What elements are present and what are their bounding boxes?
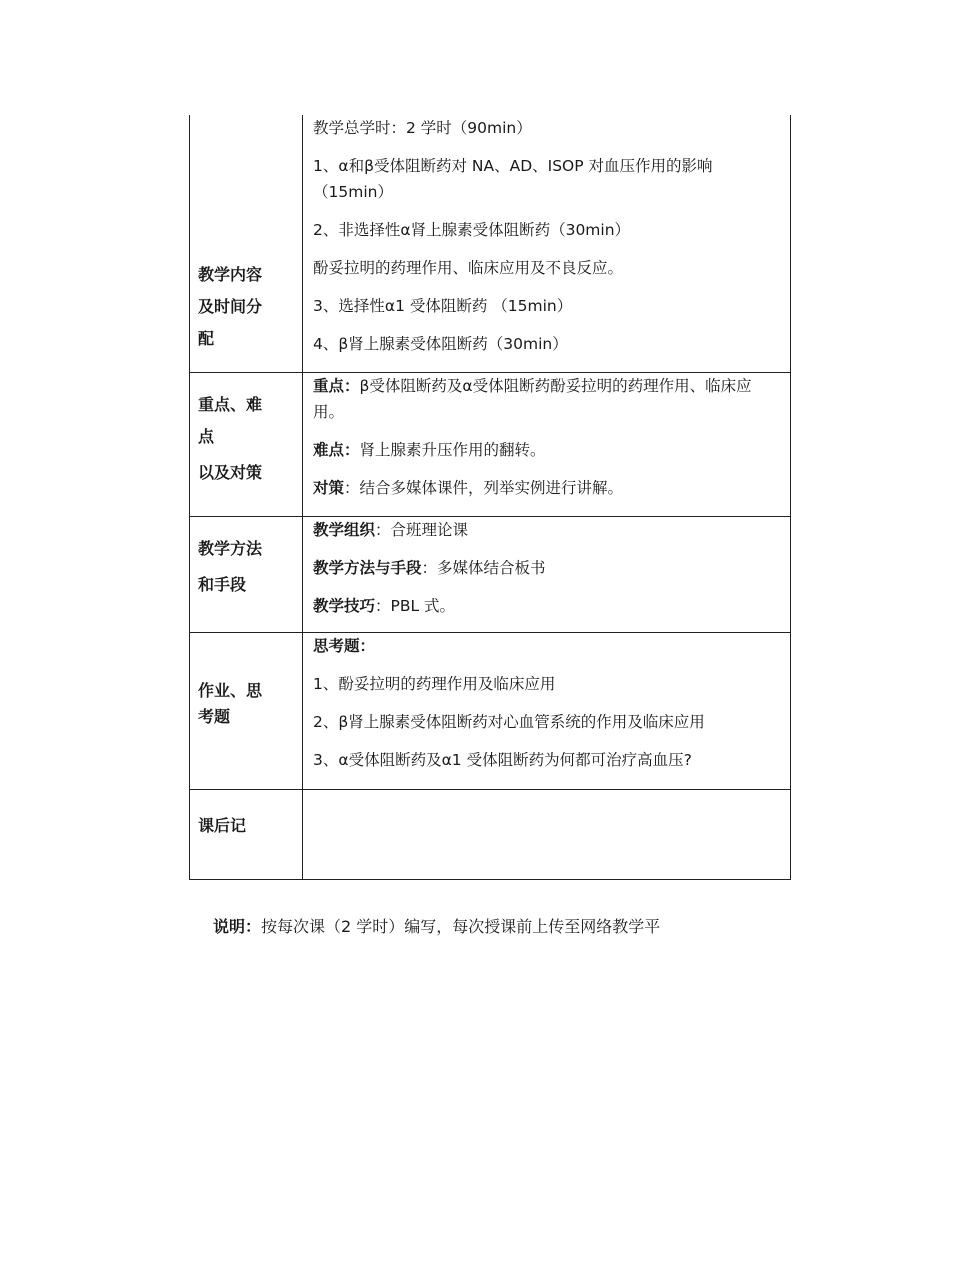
- content-line: [303, 517, 790, 543]
- row-label: [190, 632, 303, 789]
- content-line: [303, 555, 790, 581]
- content-line-text: ：结合多媒体课件，列举实例进行讲解。: [344, 478, 624, 497]
- content-line: 2、β肾上腺素受体阻断药对心血管系统的作用及临床应用: [313, 712, 705, 731]
- content-line: 4、β肾上腺素受体阻断药（30min）: [313, 335, 568, 353]
- content-line-heading: 思考题：: [313, 636, 376, 655]
- row-label-line: 和手段: [198, 574, 247, 594]
- row-label-line: 配: [198, 329, 215, 348]
- table-row-key-points: [190, 372, 791, 516]
- row-label-line: 作业、思: [198, 680, 263, 700]
- row-content: [303, 516, 791, 632]
- content-line: 3、选择性α1 受体阻断药 （15min）: [313, 297, 573, 315]
- content-line-text: ：合班理论课: [375, 520, 469, 539]
- content-line-heading: 难点：: [313, 440, 360, 459]
- content-line: 教学总学时：2 学时（90min）: [313, 119, 532, 137]
- content-line-text: 肾上腺素升压作用的翻转。: [359, 440, 546, 459]
- row-label: [190, 789, 303, 879]
- footnote-heading: 说明：: [213, 917, 262, 936]
- content-line-heading: 教学方法与手段: [313, 558, 422, 577]
- content-line: 2、非选择性α肾上腺素受体阻断药（30min）: [313, 221, 631, 239]
- content-line: [303, 593, 790, 619]
- content-line-heading: 教学组织: [313, 520, 376, 539]
- row-label-line: 教学方法: [198, 538, 263, 558]
- row-label: [190, 516, 303, 632]
- content-line-heading: 对策: [313, 478, 345, 497]
- table-row-methods: [190, 516, 791, 632]
- row-label: [190, 372, 303, 516]
- content-line-text: β受体阻断药及α受体阻断药酚妥拉明的药理作用、临床应用。: [313, 376, 752, 421]
- footnote: [213, 914, 660, 937]
- row-label: [190, 115, 303, 372]
- footnote-text: 按每次课（2 学时）编写，每次授课前上传至网络教学平: [261, 917, 661, 936]
- content-line: 1、酚妥拉明的药理作用及临床应用: [313, 674, 556, 693]
- row-label-line: 重点、难: [198, 394, 263, 414]
- row-label-line: 考题: [198, 706, 231, 726]
- row-label-line: 教学内容: [198, 265, 263, 284]
- lesson-plan-table: [189, 115, 791, 880]
- content-line-heading: 教学技巧: [313, 596, 376, 615]
- row-label-line: 以及对策: [198, 462, 263, 482]
- row-content: [303, 115, 791, 372]
- row-label-line: 课后记: [198, 815, 247, 835]
- table-row-content: [190, 115, 791, 372]
- row-content: [303, 632, 791, 789]
- row-label-line: 点: [198, 426, 215, 446]
- content-line: [303, 373, 790, 425]
- row-content-empty: [303, 789, 791, 879]
- content-line: 酚妥拉明的药理作用、临床应用及不良反应。: [313, 259, 624, 277]
- table-row-post-class-notes: [190, 789, 791, 879]
- content-line-text: ：多媒体结合板书: [421, 558, 546, 577]
- table-row-homework: [190, 632, 791, 789]
- content-line: [303, 437, 790, 463]
- row-content: [303, 372, 791, 516]
- row-label-line: 及时间分: [198, 297, 263, 316]
- content-line: [303, 633, 790, 659]
- content-line-heading: 重点：: [313, 376, 360, 395]
- content-line: 1、α和β受体阻断药对 NA、AD、ISOP 对血压作用的影响（15min）: [313, 157, 713, 201]
- content-line-text: ：PBL 式。: [375, 596, 456, 615]
- content-line: 3、α受体阻断药及α1 受体阻断药为何都可治疗高血压?: [313, 750, 692, 769]
- content-line: [303, 475, 790, 501]
